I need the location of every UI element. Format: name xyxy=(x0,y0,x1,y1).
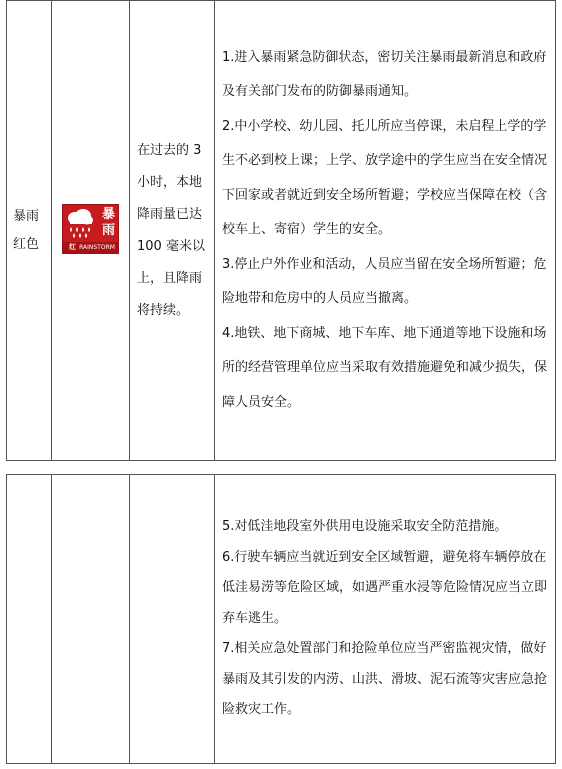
measure-item-6: 6.行驶车辆应当就近到安全区域暂避，避免将车辆停放在低洼易涝等危险区域，如遇严重水浸等危险情况应当立即弃车逃生。 xyxy=(222,549,548,626)
signal-level-line1: 暴雨 xyxy=(13,208,40,224)
measure-item-5: 5.对低洼地段室外供用电设施采取安全防范措施。 xyxy=(222,519,508,535)
signal-icon-cell xyxy=(52,1,130,461)
icon-footer xyxy=(63,242,118,253)
empty-condition-cell xyxy=(130,475,215,764)
warning-table-page2 xyxy=(6,474,556,764)
rainstorm-red-signal-icon xyxy=(62,204,119,254)
empty-icon-cell xyxy=(52,475,130,764)
measure-item-7: 7.相关应急处置部门和抢险单位应当严密监视灾情，做好暴雨及其引发的内涝、山洪、滑坡、泥石流等灾害应急抢险救灾工作。 xyxy=(222,641,548,718)
measures-cell xyxy=(215,1,556,461)
measure-item-1: 1.进入暴雨紧急防御状态，密切关注暴雨最新消息和政府及有关部门发布的防御暴雨通知。 xyxy=(222,49,547,100)
icon-footer-en: RAINSTORM xyxy=(79,243,115,251)
warning-table-page1 xyxy=(6,0,556,461)
icon-char-yu: 雨 xyxy=(101,222,115,238)
cloud-rain-icon xyxy=(65,207,95,241)
measures-cell xyxy=(215,475,556,764)
signal-condition-text: 在过去的 3 小时，本地降雨量已达 100 毫米以上，且降雨将持续。 xyxy=(137,142,205,318)
signal-level-line2: 红色 xyxy=(13,236,40,252)
icon-footer-cn: 红 xyxy=(69,242,77,251)
measure-item-3: 3.停止户外作业和活动，人员应当留在安全场所暂避；危险地带和危房中的人员应当撤离。 xyxy=(222,256,547,307)
signal-level-cell xyxy=(7,1,52,461)
measures-list xyxy=(215,506,555,732)
table-row xyxy=(7,475,556,764)
empty-level-cell xyxy=(7,475,52,764)
measure-item-4: 4.地铁、地下商城、地下车库、地下通道等地下设施和场所的经营管理单位应当采取有效措施避免和减少损失，保障人员安全。 xyxy=(222,325,548,410)
measures-list xyxy=(215,35,555,427)
signal-condition-cell xyxy=(130,1,215,461)
measure-item-2: 2.中小学校、幼儿园、托儿所应当停课，未启程上学的学生不必到校上课；上学、放学途中的学生应当在安全情况下回家或者就近到安全场所暂避；学校应当保障在校（含校车上、寄宿）学生的安全。 xyxy=(222,118,548,238)
table-row xyxy=(7,1,556,461)
icon-char-bao: 暴 xyxy=(101,206,115,222)
